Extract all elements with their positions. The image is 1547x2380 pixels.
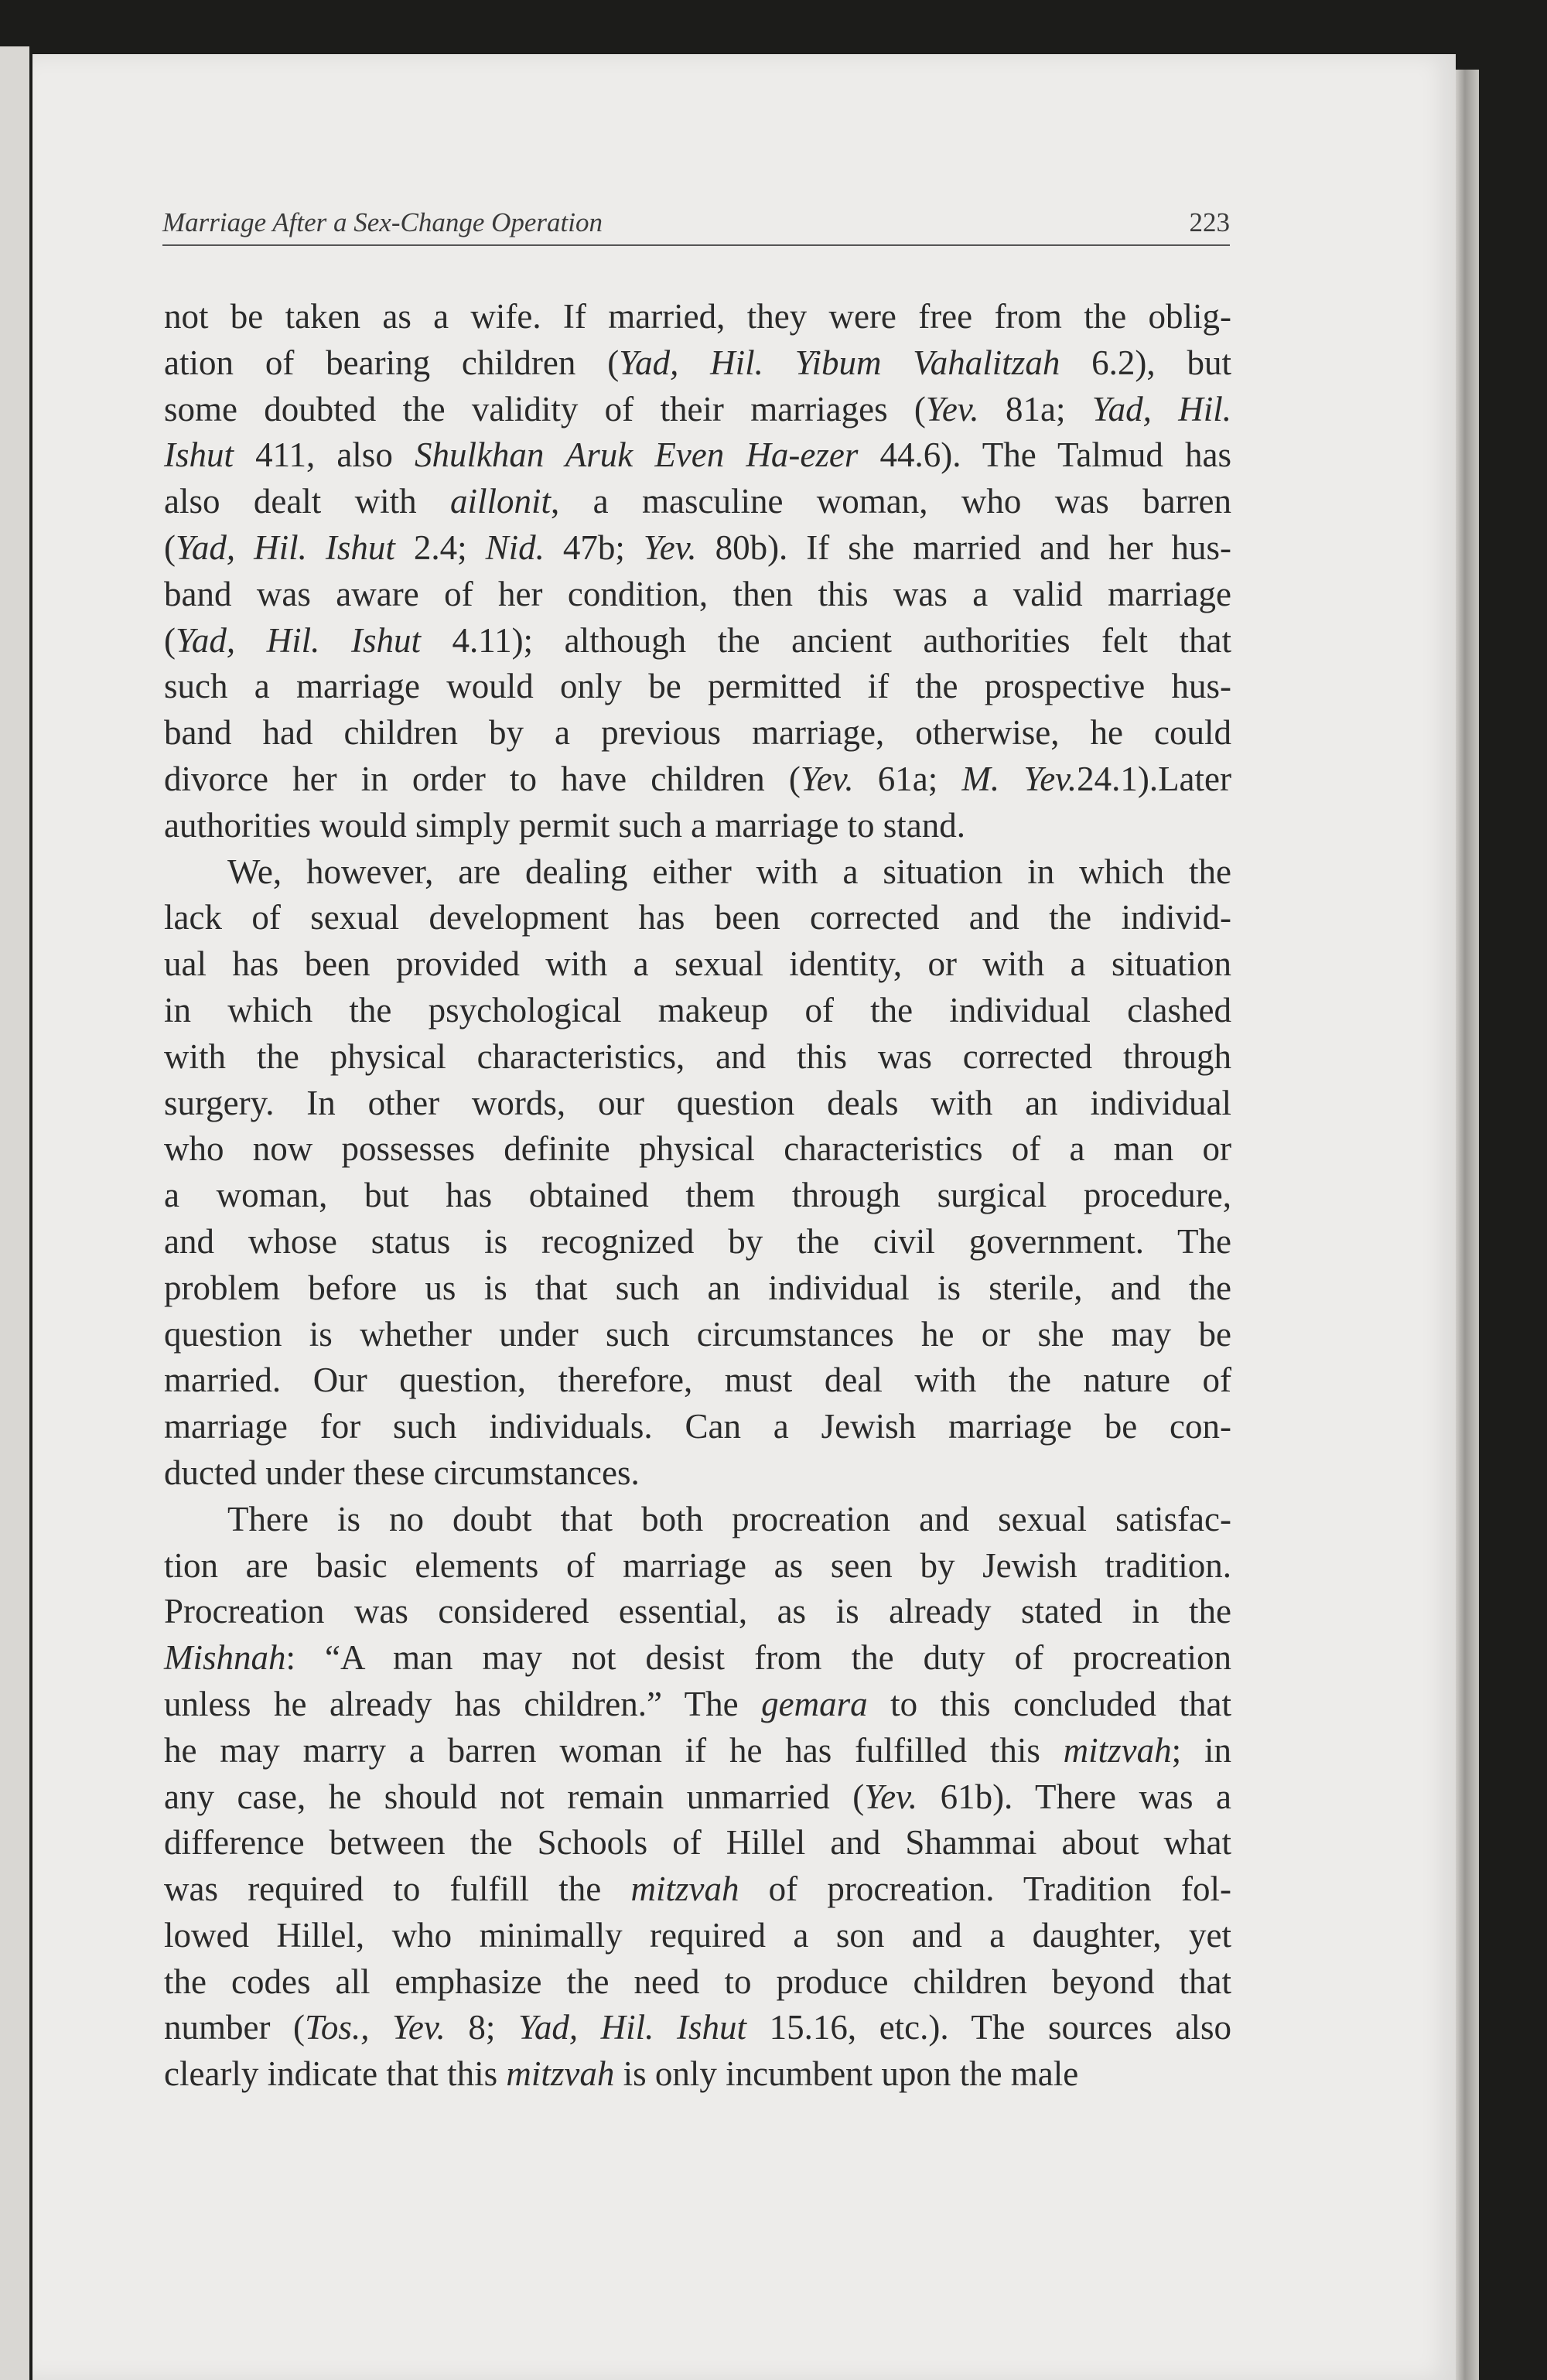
text-run: surgery. In other words, our question deals with an individual xyxy=(164,1083,1231,1122)
text-run: ducted under these circumstances. xyxy=(164,1453,640,1492)
text-line xyxy=(164,941,1231,988)
text-run: also dealt with xyxy=(164,482,451,521)
text-run: a woman, but has obtained them through surgical procedure, xyxy=(164,1176,1231,1215)
text-run: who now possesses definite physical characteristics of a man or xyxy=(164,1129,1231,1169)
text-line xyxy=(164,432,1231,479)
text-run: in which the psychological makeup of the individual clashed xyxy=(164,990,1231,1030)
text-run: marriage for such individuals. Can a Jewish marriage be con- xyxy=(164,1407,1231,1446)
italic-citation: Nid. xyxy=(485,528,545,567)
text-line xyxy=(164,1357,1231,1404)
previous-page-edge xyxy=(0,46,29,2380)
italic-citation: Ishut xyxy=(164,435,234,475)
text-run: ual has been provided with a sexual identity, or with a situation xyxy=(164,944,1231,984)
text-line xyxy=(164,803,1231,849)
text-line xyxy=(164,1404,1231,1450)
text-run: ( xyxy=(164,620,176,660)
text-line xyxy=(164,1543,1231,1590)
text-run: ; in xyxy=(1171,1730,1231,1770)
text-run: tion are basic elements of marriage as seen by Jewish tradition. xyxy=(164,1545,1231,1585)
text-line xyxy=(164,1774,1231,1821)
italic-citation: Mishnah xyxy=(164,1638,286,1678)
text-run: 15.16, etc.). The sources also xyxy=(746,2008,1231,2047)
text-run: was required to fulfill the xyxy=(164,1870,631,1909)
text-line xyxy=(164,1682,1231,1728)
text-line xyxy=(164,1959,1231,2006)
text-run: number ( xyxy=(164,2008,306,2047)
italic-citation: Yad, Hil. Ishut xyxy=(517,2008,747,2047)
text-run: 6.2), but xyxy=(1060,343,1231,382)
body-text xyxy=(164,294,1231,2098)
text-run: We, however, are dealing either with a situation in which the xyxy=(227,852,1231,891)
text-run: ation of bearing children ( xyxy=(164,343,620,382)
text-line xyxy=(164,756,1231,803)
text-line xyxy=(164,1913,1231,1959)
paragraph xyxy=(164,294,1231,849)
text-run: the codes all emphasize the need to produce children beyond that xyxy=(164,1962,1231,2001)
text-line xyxy=(164,710,1231,756)
text-run: 47b; xyxy=(544,528,644,567)
text-run: 61b). There was a xyxy=(917,1777,1231,1816)
paragraph xyxy=(164,1497,1231,2098)
text-line xyxy=(164,1450,1231,1497)
italic-citation: Yev. xyxy=(643,528,697,567)
text-run: difference between the Schools of Hillel and Shammai about what xyxy=(164,1823,1231,1863)
text-line xyxy=(164,1126,1231,1173)
text-run: of procreation. Tradition fol- xyxy=(739,1870,1231,1909)
text-line xyxy=(164,988,1231,1034)
text-line xyxy=(164,1081,1231,1127)
text-line xyxy=(164,1866,1231,1913)
text-run: is only incumbent upon the male xyxy=(614,2054,1079,2094)
text-run: problem before us is that such an individual is sterile, and the xyxy=(164,1268,1231,1307)
text-run: , a masculine woman, who was barren xyxy=(551,482,1231,521)
text-run: 2.4; xyxy=(394,528,486,567)
text-line xyxy=(164,572,1231,618)
italic-citation: aillonit xyxy=(450,482,552,521)
text-run: clearly indicate that this xyxy=(164,2054,507,2094)
italic-citation: Yad, Hil. Yibum Vahalitzah xyxy=(619,343,1060,382)
italic-citation: Yad, Hil. Ishut xyxy=(176,620,421,660)
text-run: 8; xyxy=(445,2008,518,2047)
italic-citation: Shulkhan Aruk Even Ha-ezer xyxy=(414,435,859,475)
text-line xyxy=(164,2051,1231,2098)
italic-citation: M. Yev. xyxy=(961,759,1077,798)
text-run: with the physical characteristics, and this was corrected through xyxy=(164,1036,1231,1076)
text-run: band had children by a previous marriage, otherwise, he could xyxy=(164,713,1231,753)
text-run: some doubted the validity of their marriages ( xyxy=(164,389,926,429)
text-run: band was aware of her condition, then this was a valid marriage xyxy=(164,574,1231,613)
italic-citation: Yad, Hil. xyxy=(1091,389,1231,429)
text-run: 44.6). The Talmud has xyxy=(858,435,1231,475)
italic-citation: Yev. xyxy=(925,389,979,429)
text-line xyxy=(164,618,1231,664)
text-line xyxy=(164,664,1231,710)
text-run: and whose status is recognized by the civil government. The xyxy=(164,1221,1231,1261)
text-line xyxy=(164,2005,1231,2051)
text-line xyxy=(164,340,1231,387)
text-line xyxy=(164,1034,1231,1081)
text-run: question is whether under such circumstances he or she may be xyxy=(164,1314,1231,1354)
text-line xyxy=(164,1312,1231,1358)
text-run: authorities would simply permit such a marriage to stand. xyxy=(164,805,966,845)
text-run: 4.11); although the ancient authorities felt that xyxy=(420,620,1232,660)
text-line xyxy=(164,849,1231,896)
text-run: lack of sexual development has been corrected and the individ- xyxy=(164,898,1231,937)
text-line xyxy=(164,1635,1231,1682)
text-line xyxy=(164,1173,1231,1219)
text-line xyxy=(164,387,1231,433)
text-run: such a marriage would only be permitted if the prospective hus- xyxy=(164,667,1231,706)
text-line xyxy=(164,1265,1231,1312)
page-stack-edge xyxy=(1456,70,1479,2380)
text-run: lowed Hillel, who minimally required a son and a daughter, yet xyxy=(164,1915,1231,1955)
text-line xyxy=(164,294,1231,340)
italic-citation: mitzvah xyxy=(1063,1730,1172,1770)
italic-citation: Yev. xyxy=(800,759,854,798)
italic-citation: Yev. xyxy=(864,1777,918,1816)
text-run: 80b). If she married and her hus- xyxy=(696,528,1231,567)
text-line xyxy=(164,1497,1231,1543)
italic-citation: gemara xyxy=(761,1684,868,1723)
text-line xyxy=(164,1728,1231,1774)
text-run: There is no doubt that both procreation and sexual satisfac- xyxy=(227,1499,1231,1538)
paragraph xyxy=(164,849,1231,1497)
text-line xyxy=(164,1219,1231,1265)
text-run: unless he already has children.” The xyxy=(164,1684,762,1723)
text-run: any case, he should not remain unmarried ( xyxy=(164,1777,865,1816)
text-line xyxy=(164,1589,1231,1635)
text-line xyxy=(164,895,1231,941)
text-run: he may marry a barren woman if he has fulfilled this xyxy=(164,1730,1064,1770)
text-line xyxy=(164,479,1231,525)
text-run: divorce her in order to have children ( xyxy=(164,759,801,798)
text-run: 81a; xyxy=(978,389,1092,429)
text-run: 61a; xyxy=(853,759,962,798)
text-run: 24.1).Later xyxy=(1077,759,1231,798)
italic-citation: mitzvah xyxy=(506,2054,615,2094)
text-line xyxy=(164,1820,1231,1866)
text-run: 411, also xyxy=(234,435,415,475)
italic-citation: Yad, Hil. Ishut xyxy=(176,528,395,567)
page-number: 223 xyxy=(1189,207,1230,237)
text-run: married. Our question, therefore, must deal with the nature of xyxy=(164,1361,1231,1400)
text-run: not be taken as a wife. If married, they were free from the oblig- xyxy=(164,297,1231,336)
italic-citation: mitzvah xyxy=(630,1870,739,1909)
text-line xyxy=(164,525,1231,572)
running-title: Marriage After a Sex-Change Operation xyxy=(162,207,603,237)
text-run: Procreation was considered essential, as is already stated in the xyxy=(164,1592,1231,1631)
text-run: ( xyxy=(164,528,176,567)
italic-citation: Tos., Yev. xyxy=(305,2008,446,2047)
text-run: : “A man may not desist from the duty of procreation xyxy=(285,1638,1231,1678)
text-run: to this concluded that xyxy=(867,1684,1231,1723)
running-header xyxy=(162,200,1230,246)
